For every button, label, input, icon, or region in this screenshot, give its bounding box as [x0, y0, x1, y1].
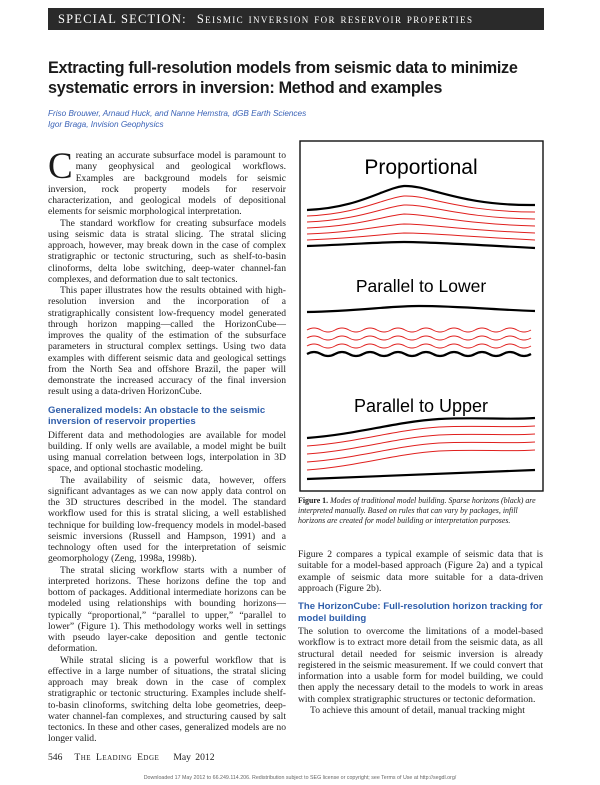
download-notice: Downloaded 17 May 2012 to 66.249.114.206. Redistribution subject to SEG license or copyright; see Terms of Use at http://segdl.org/ — [143, 775, 457, 781]
left-column — [48, 146, 286, 745]
drop-cap: C — [48, 146, 73, 187]
paragraph: Figure 2 compares a typical example of seismic data that is suitable for a model-based approach (Figure 2a) and a typical example of seismic data more suitable for a data-driven approach (Figure 2b). — [298, 549, 543, 594]
right-column — [298, 549, 543, 716]
section-banner — [48, 8, 544, 30]
intro-text: reating an accurate subsurface model is paramount to many geophysical and geological workflows. Examples are background models for seismic inversion, rock property models for reservoir characterization, and geological models of depositional elements for seismic morphological interpretation. — [48, 150, 286, 218]
figure-1-model-building-modes — [299, 140, 544, 492]
figure-caption — [298, 496, 543, 526]
article-title: Extracting full-resolution models from seismic data to minimize systematic errors in inversion: Method and examples — [48, 59, 518, 97]
caption-label: Figure 1. — [298, 496, 329, 505]
section-heading: The HorizonCube: Full-resolution horizon tracking for model building — [298, 601, 543, 624]
paragraph: The stratal slicing workflow starts with a number of interpreted horizons. These horizons define the top and bottom of packages. Additional intermediate horizons can be modeled using relationships with bounding horizons—typically “proportional,” “parallel to upper,” “parallel to lower” (Figure 1). This methodology works well in settings with pseudo layer-cake deposition and gentle tectonic deformation. — [48, 564, 286, 655]
figure-border — [300, 141, 543, 491]
label-parallel-to-lower: Parallel to Lower — [355, 276, 487, 296]
authors-line-2: Igor Braga, Invision Geophysics — [48, 120, 164, 129]
section-label: SPECIAL SECTION: — [58, 12, 187, 26]
issue-date: May 2012 — [173, 752, 215, 763]
paragraph: To achieve this amount of detail, manual tracking might — [310, 704, 525, 716]
label-parallel-to-upper: Parallel to Upper — [353, 396, 489, 416]
page-footer — [48, 752, 215, 763]
paragraph: While stratal slicing is a powerful workflow that is effective in a large number of situations, the stratal slicing approach may break down in the case of complex stratigraphic or tectonic structuring. Examples include shelf-to-basin clinoforms, switching delta lobe geometries, deep-water channel-fan complexes, and structuring caused by salt tectonics. In these and other cases, generalized models are no longer valid. — [48, 654, 286, 745]
paragraph: The solution to overcome the limitations of a model-based workflow is to extract more detail from the seismic data, as all structural detail needed for seismic inversion is already registered in the seismic measurement. If we could convert that information into a usable form for model building, we could then apply the necessary detail to the models to work in areas with complex stratigraphic structures or tectonic deformation. — [298, 626, 543, 705]
section-heading: Generalized models: An obstacle to the seismic inversion of reservoir properties — [48, 404, 266, 427]
paragraph: This paper illustrates how the results obtained with high-resolution inversion and the incorporation of a stratigraphically consistent low-frequency model generated through horizon mapping—called the HorizonCube—improves the quality of the estimation of the subsurface parameters in structural complex settings. Using two data examples with different seismic data and geological settings from the North Sea and offshore Brazil, the paper will demonstrate the increased accuracy of the final inversion result using a data-driven HorizonCube. — [48, 285, 286, 398]
page-number: 546 — [48, 752, 63, 763]
section-title: Seismic inversion for reservoir properties — [196, 12, 474, 26]
intro-paragraph — [48, 146, 286, 218]
paragraph: The standard workflow for creating subsurface models using seismic data is stratal slicing. The stratal slicing approach, however, may break down in the case of complex stratigraphic or tectonic structuring, such as shelf-to-basin clinoforms, delta lobe switching, deep-water channel-fan complexes, and deformation due to salt tectonics. — [48, 217, 286, 285]
caption-text: Modes of traditional model building. Sparse horizons (black) are interpreted manually. Based on rules that can vary by packages, infill horizons are created for model building or interpretation purposes. — [298, 496, 536, 525]
authors-line-1: Friso Brouwer, Arnaud Huck, and Nanne Hemstra, dGB Earth Sciences — [48, 109, 307, 118]
paragraph: Different data and methodologies are available for model building. If only wells are available, a model might be built using manual correlation between logs, interpolation in 3D space, and optional stochastic modeling. — [48, 429, 286, 475]
magazine-name: The Leading Edge — [74, 752, 160, 763]
paragraph: The availability of seismic data, however, offers significant advantages as we can now apply data control on the 3D structures described in the model. The standard workflow used for this is stratal slicing, a well established technique for building low-frequency models in model-based seismic inversions (Russell and Hampson, 1991) and a technology often used for the interpretation of seismic geomorphology (Zeng, 1998a, 1998b). — [48, 474, 286, 565]
label-proportional: Proportional — [364, 156, 478, 179]
author-block — [48, 108, 468, 130]
